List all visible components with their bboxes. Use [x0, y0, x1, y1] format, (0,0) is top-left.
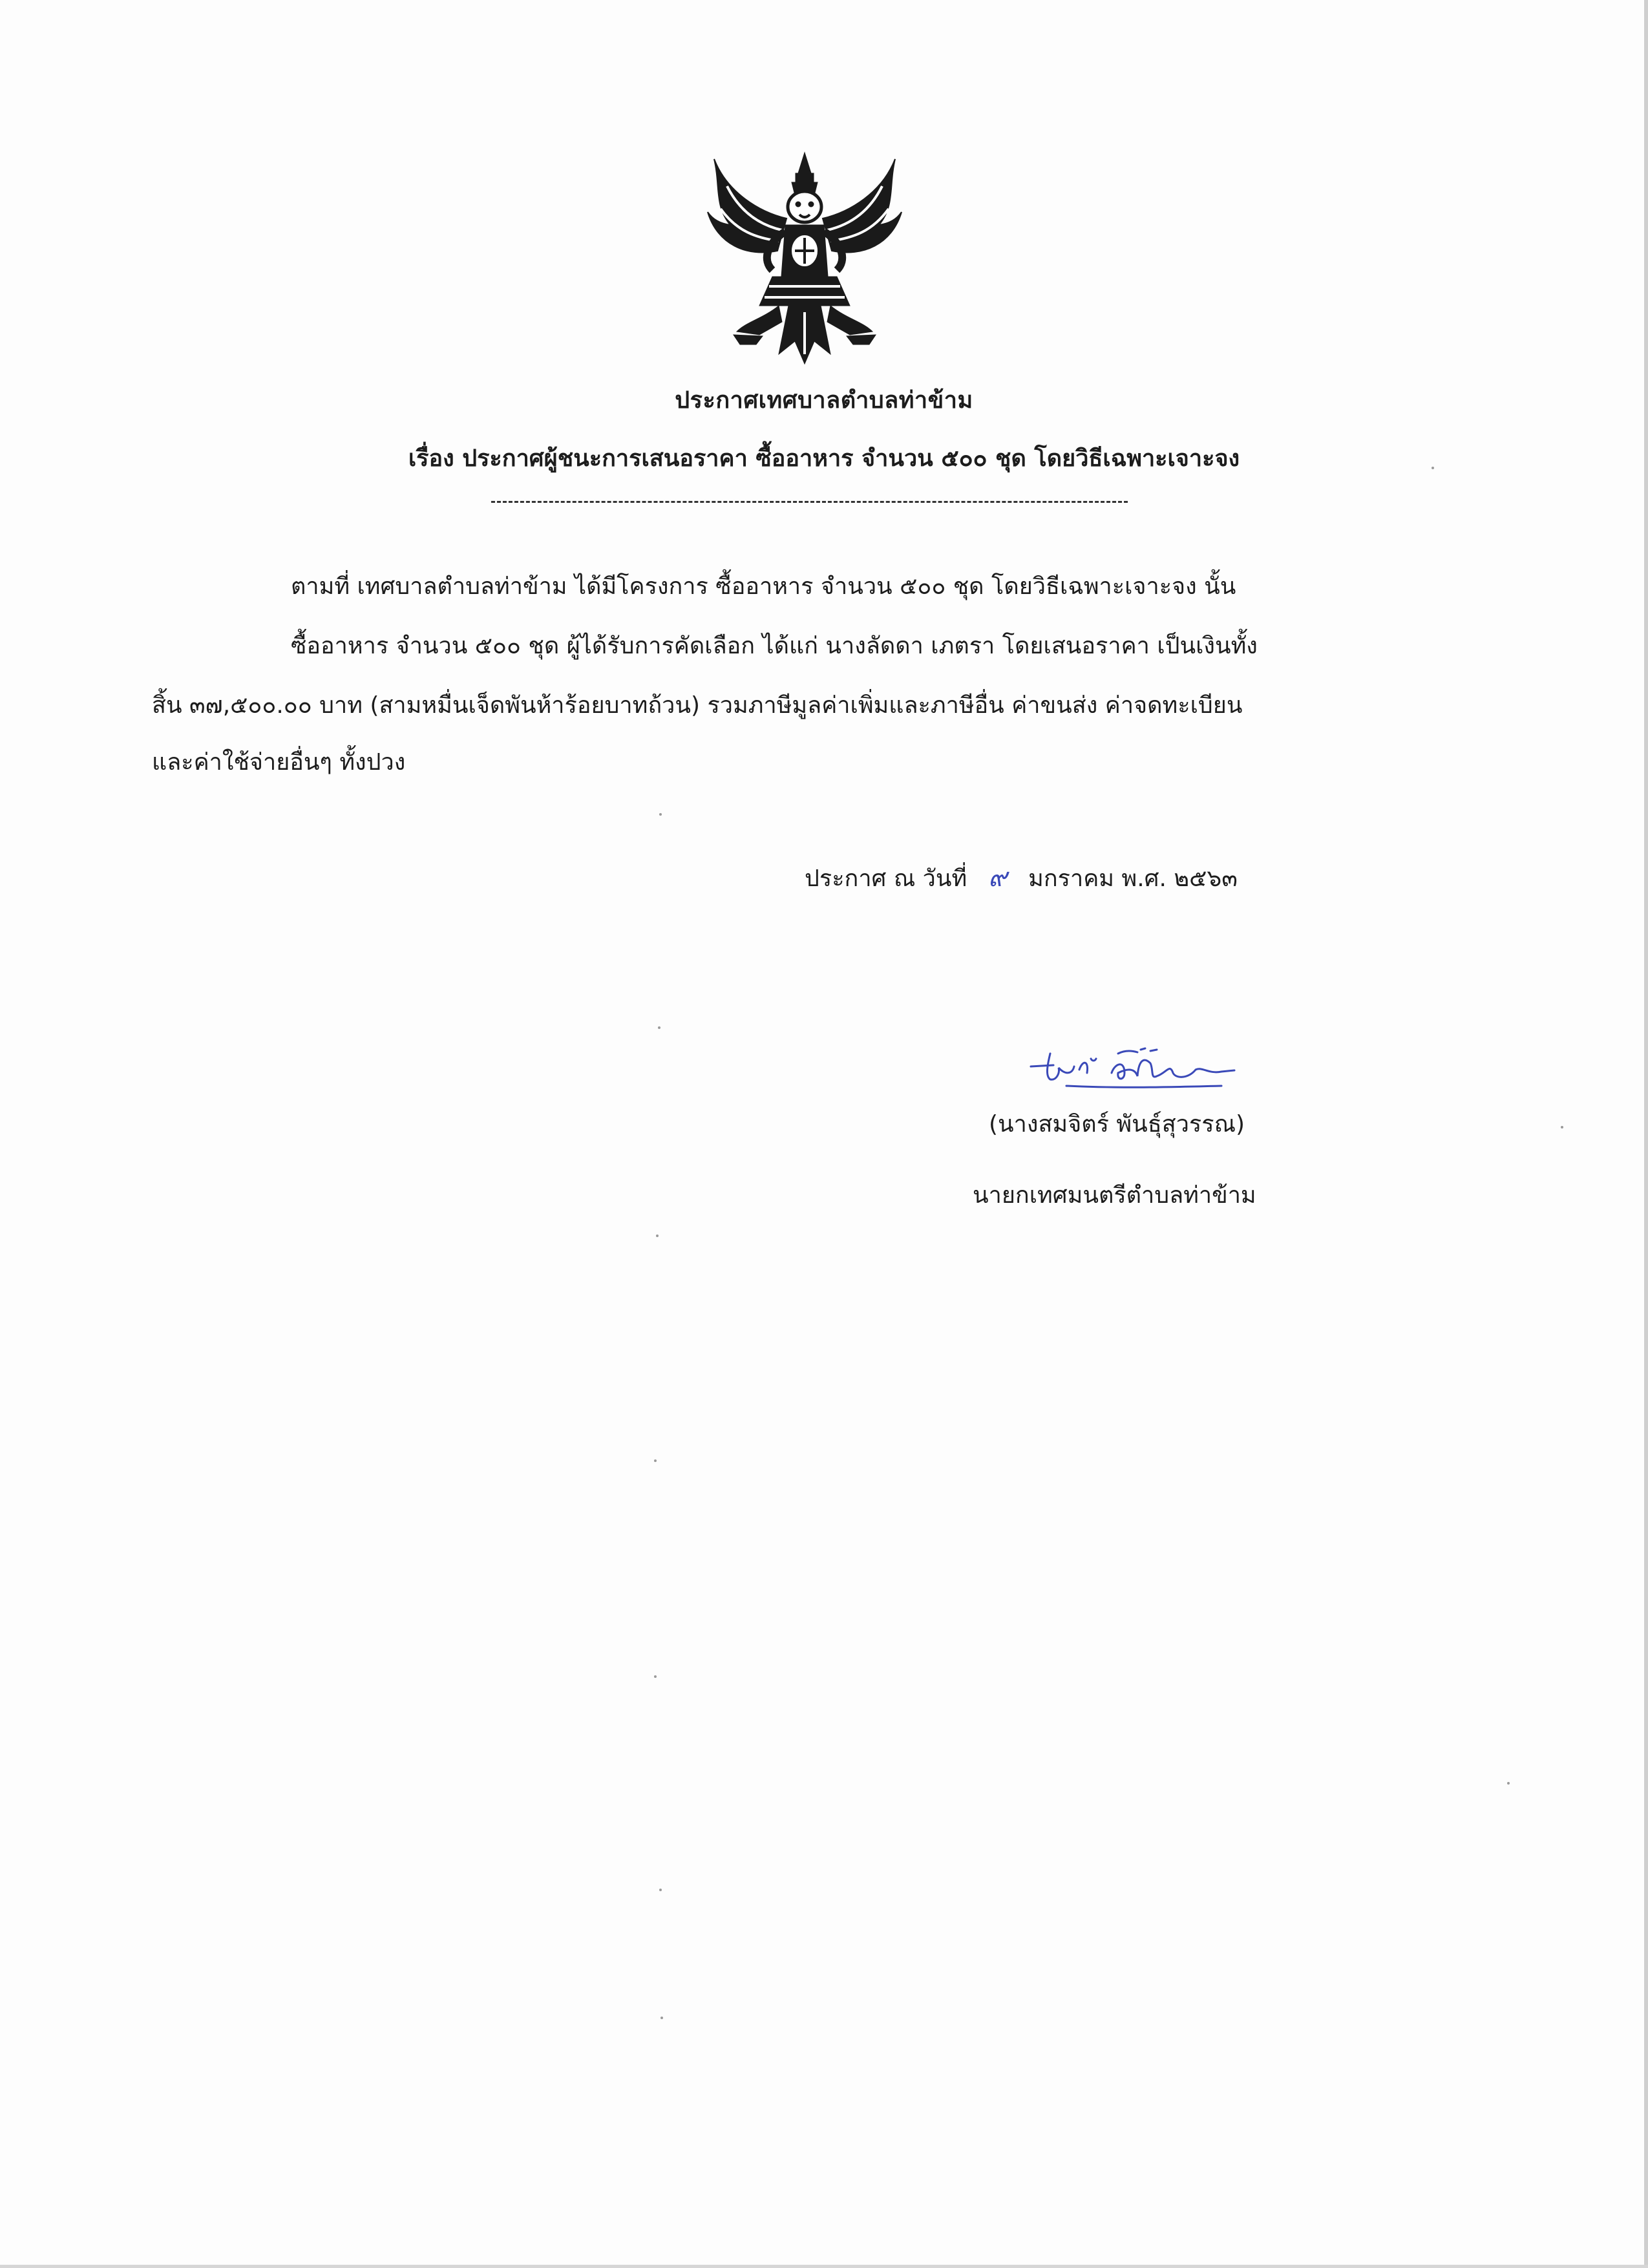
scan-speck: [1507, 1782, 1510, 1785]
scan-speck: [659, 1889, 662, 1891]
signer-name: (นางสมจิตร์ พันธุ์สุวรรณ): [989, 1111, 1245, 1138]
dashed-separator: [491, 501, 1128, 503]
handwritten-signature: [1028, 1041, 1241, 1092]
scan-edge: [0, 2265, 1648, 2268]
body-line: และค่าใช้จ่ายอื่นๆ ทั้งปวง: [152, 749, 406, 776]
subject-heading: เรื่อง ประกาศผู้ชนะการเสนอราคา ซื้ออาหาร จำนวน ๕๐๐ ชุด โดยวิธีเฉพาะเจาะจง: [408, 445, 1240, 472]
scan-speck: [658, 1026, 660, 1029]
scan-speck: [656, 1235, 659, 1237]
body-line: ซื้ออาหาร จำนวน ๕๐๐ ชุด ผู้ได้รับการคัดเลือก ได้แก่ นางลัดดา เภตรา โดยเสนอราคา เป็นเงินทั้ง: [291, 633, 1258, 659]
scan-speck: [659, 813, 662, 816]
date-day-handwritten: ๙: [988, 863, 1008, 893]
signer-position: นายกเทศมนตรีตำบลท่าข้าม: [973, 1182, 1256, 1209]
scan-edge: [1644, 0, 1648, 2268]
scan-speck: [1431, 467, 1434, 469]
date-month-year: มกราคม พ.ศ. ๒๕๖๓: [1028, 865, 1238, 892]
scan-speck: [1561, 1126, 1563, 1129]
garuda-emblem-icon: [701, 147, 908, 367]
body-line: ตามที่ เทศบาลตำบลท่าข้าม ได้มีโครงการ ซื้ออาหาร จำนวน ๕๐๐ ชุด โดยวิธีเฉพาะเจาะจง นั้น: [291, 573, 1236, 600]
date-prefix: ประกาศ ณ วันที่: [805, 865, 967, 892]
page-title: ประกาศเทศบาลตำบลท่าข้าม: [675, 387, 973, 414]
scan-speck: [654, 1459, 657, 1462]
scan-speck: [660, 2017, 663, 2019]
announcement-date: [805, 856, 1238, 898]
body-line: สิ้น ๓๗,๕๐๐.๐๐ บาท (สามหมื่นเจ็ดพันห้าร้อยบาทถ้วน) รวมภาษีมูลค่าเพิ่มและภาษีอื่น ค่าขนส่ง ค่าจดทะเบียน: [152, 692, 1243, 719]
scan-speck: [654, 1675, 657, 1678]
